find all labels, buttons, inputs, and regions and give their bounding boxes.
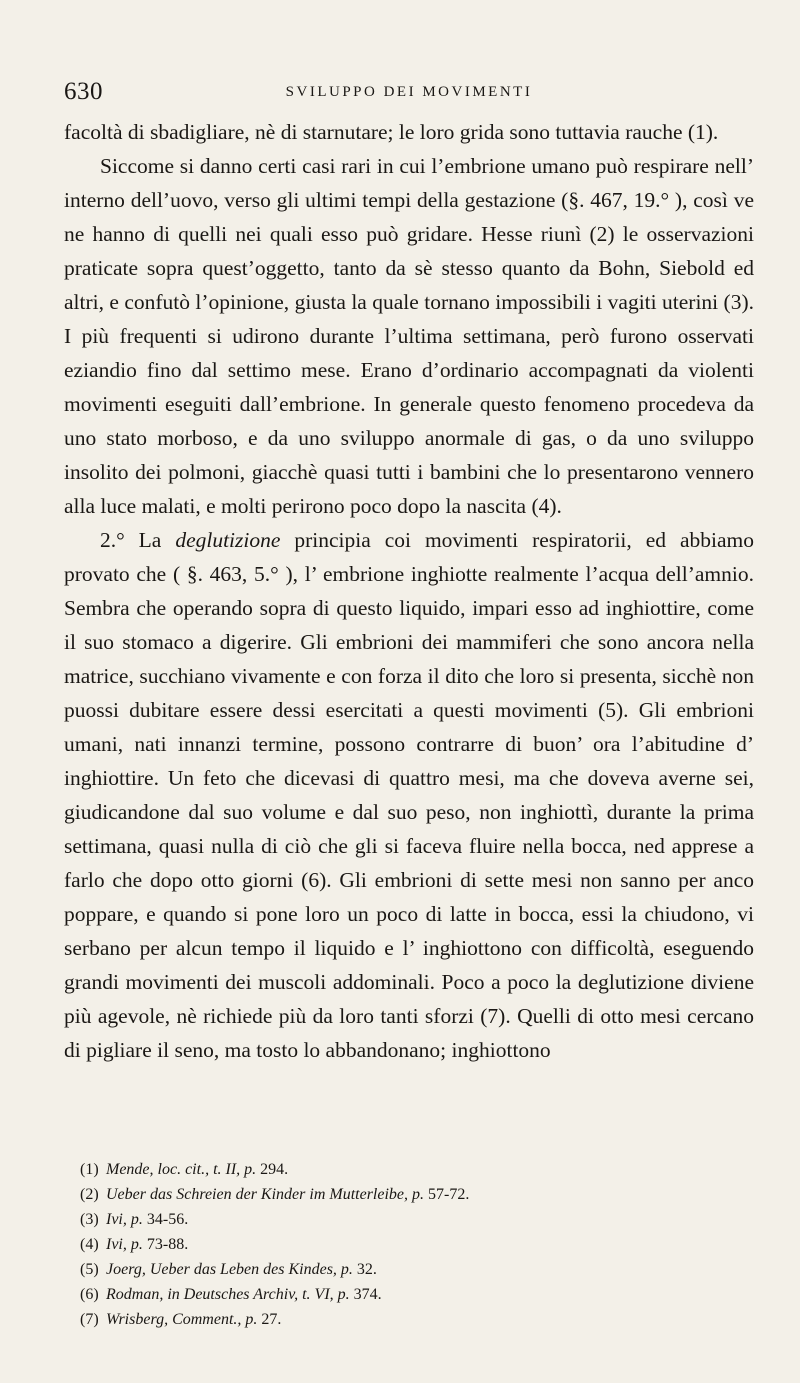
footnote-citation: Rodman, in Deutsches Archiv, t. VI, p. <box>106 1286 350 1303</box>
footnote-pages: 294. <box>256 1161 289 1178</box>
footnote-pages: 374. <box>349 1286 382 1303</box>
footnote <box>80 1307 740 1332</box>
term-deglutizione: deglutizione <box>175 528 281 552</box>
footnote <box>80 1157 740 1182</box>
footnote-number: (3) <box>80 1211 99 1228</box>
footnote-citation: Ivi, p. <box>106 1236 143 1253</box>
footnote-number: (7) <box>80 1311 99 1328</box>
running-head: SVILUPPO DEI MOVIMENTI <box>285 84 533 100</box>
footnote-number: (1) <box>80 1161 99 1178</box>
footnote-citation: Mende, loc. cit., t. II, p. <box>106 1161 257 1178</box>
footnote-pages: 73-88. <box>142 1236 189 1253</box>
page-header <box>64 78 754 108</box>
footnote-pages: 34-56. <box>142 1211 189 1228</box>
footnote-pages: 32. <box>352 1261 377 1278</box>
footnote-citation: Ueber das Schreien der Kinder im Mutterleibe, p. <box>106 1186 425 1203</box>
footnote-number: (6) <box>80 1286 99 1303</box>
body-text <box>64 115 754 1067</box>
footnote-pages: 27. <box>257 1311 282 1328</box>
paragraph-vagiti: Siccome si danno certi casi rari in cui l’embrione umano può respirare nell’ interno dell’uovo, verso gli ultimi tempi della gestazione (§. 467, 19.° ), così ve ne hanno di quelli nei quali esso può gridare. Hesse riunì (2) le osservazioni praticate sopra quest’oggetto, tanto da sè stesso quanto da Bohn, Siebold ed altri, e confutò l’opinione, giusta la quale tornano impossibili i vagiti uterini (3). I più frequenti si udirono durante l’ultima settimana, però furono osservati eziandio fino dal settimo mese. Erano d’ordinario accompagnati da violenti movimenti eseguiti dall’embrione. In generale questo fenomeno procedeva da uno stato morboso, e da uno sviluppo anormale di gas, o da uno sviluppo insolito dei polmoni, giacchè quasi tutti i bambini che lo presentarono vennero alla luce malati, e molti perirono poco dopo la nascita (4). <box>64 154 754 518</box>
footnote-number: (4) <box>80 1236 99 1253</box>
footnote-citation: Joerg, Ueber das Leben des Kindes, p. <box>106 1261 353 1278</box>
paragraph-continuation: facoltà di sbadigliare, nè di starnutare; le loro grida sono tuttavia rauche (1). <box>64 120 719 144</box>
paragraph-rest: principia coi movimenti respiratorii, ed abbiamo provato che ( §. 463, 5.° ), l’ embrione inghiotte realmente l’acqua dell’amnio. Sembra che operando sopra di questo liquido, impari esso ad inghiottire, come il suo stomaco a digerire. Gli embrioni dei mammiferi che sono ancora nella matrice, succhiano vivamente e con forza il dito che loro si presenta, sicchè non puossi dubitare essere dessi esercitati a questi movimenti (5). Gli embrioni umani, nati innanzi termine, possono contrarre di buon’ ora l’abitudine d’ inghiottire. Un feto che dicevasi di quattro mesi, ma che doveva averne sei, giudicandone dal suo volume e dal suo peso, non inghiottì, durante la prima settimana, quasi nulla di ciò che gli si faceva fluire nella bocca, ned apprese a farlo che dopo otto giorni (6). Gli embrioni di sette mesi non sanno per anco poppare, e quando si pone loro un poco di latte in bocca, essi la chiudono, vi serbano per alcun tempo il liquido e l’ inghiottono con difficoltà, eseguendo grandi movimenti dei muscoli addominali. Poco a poco la deglutizione diviene più agevole, nè richiede più da loro tanti sforzi (7). Quelli di otto mesi cercano di pigliare il seno, ma tosto lo abbandonano; inghiottono <box>64 528 754 1062</box>
footnote <box>80 1257 740 1282</box>
paragraph-lead: 2.° La <box>100 528 176 552</box>
footnote-number: (5) <box>80 1261 99 1278</box>
footnotes <box>80 1157 740 1332</box>
footnote <box>80 1207 740 1232</box>
footnote <box>80 1282 740 1307</box>
footnote-number: (2) <box>80 1186 99 1203</box>
footnote <box>80 1182 740 1207</box>
footnote-citation: Wrisberg, Comment., p. <box>106 1311 258 1328</box>
footnote <box>80 1232 740 1257</box>
page-number: 630 <box>64 78 103 105</box>
footnote-citation: Ivi, p. <box>106 1211 143 1228</box>
footnote-pages: 57-72. <box>424 1186 470 1203</box>
paragraph-deglutizione <box>64 523 754 1067</box>
